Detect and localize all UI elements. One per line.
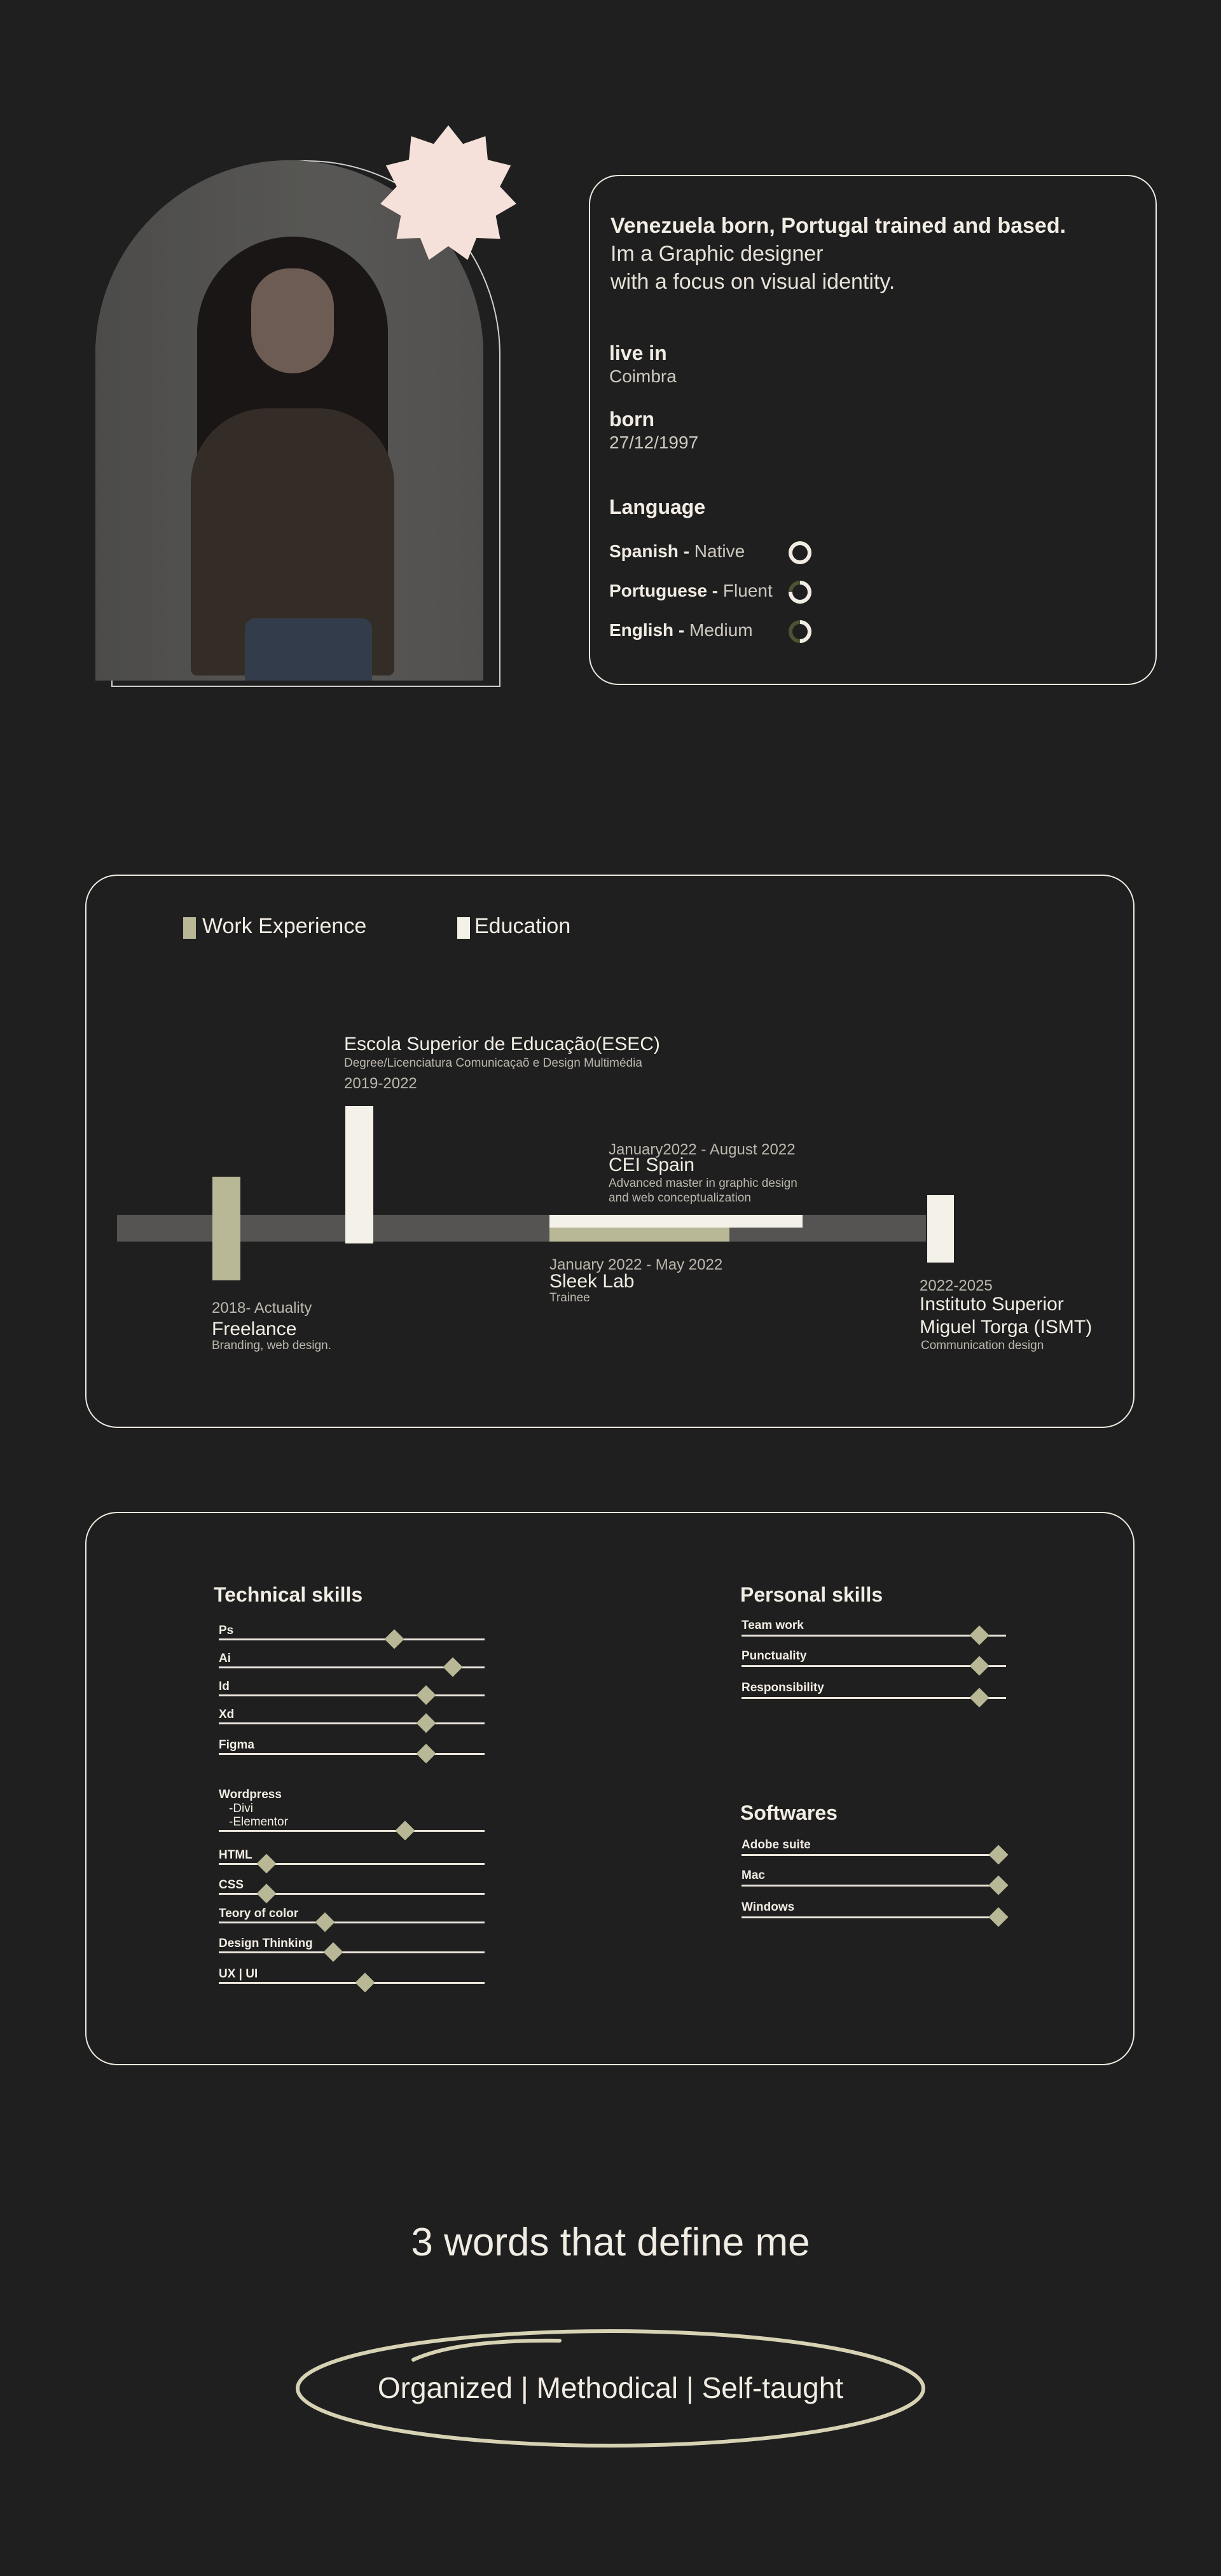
skill-label: Id bbox=[219, 1680, 230, 1693]
esec-date: 2019-2022 bbox=[344, 1075, 417, 1092]
work-legend-label: Work Experience bbox=[202, 914, 367, 938]
cei-title: CEI Spain bbox=[609, 1154, 695, 1175]
work-legend-swatch bbox=[183, 917, 196, 939]
skill-label: Team work bbox=[742, 1619, 804, 1632]
sleek-subtitle: Trainee bbox=[549, 1291, 590, 1305]
words-title: 3 words that define me bbox=[411, 2220, 810, 2264]
born-label: born bbox=[609, 408, 655, 431]
skill-label: Design Thinking bbox=[219, 1937, 313, 1950]
skill-sub-elementor: -Elementor bbox=[229, 1815, 288, 1829]
language-level: Native bbox=[694, 541, 745, 561]
skill-line bbox=[742, 1697, 1006, 1699]
skill-line bbox=[219, 1722, 485, 1724]
language-row-english bbox=[609, 620, 753, 641]
skill-label: Responsibility bbox=[742, 1681, 824, 1694]
skill-label: Punctuality bbox=[742, 1649, 807, 1663]
softwares-title: Softwares bbox=[740, 1801, 838, 1824]
live-in-label: live in bbox=[609, 342, 667, 364]
freelance-date: 2018- Actuality bbox=[212, 1299, 312, 1317]
skill-line bbox=[219, 1951, 485, 1953]
skill-label: UX | UI bbox=[219, 1967, 258, 1981]
esec-title: Escola Superior de Educação(ESEC) bbox=[344, 1034, 660, 1055]
language-row-spanish bbox=[609, 541, 745, 562]
technical-skills-title: Technical skills bbox=[214, 1583, 363, 1606]
skill-line bbox=[219, 1922, 485, 1923]
live-in-value: Coimbra bbox=[609, 366, 677, 386]
language-title: Language bbox=[609, 495, 706, 518]
skill-line bbox=[219, 1638, 485, 1640]
skill-label: Figma bbox=[219, 1738, 254, 1752]
skill-line bbox=[742, 1885, 1006, 1887]
skill-label: HTML bbox=[219, 1848, 252, 1862]
language-name: Spanish - bbox=[609, 541, 694, 561]
language-name: English - bbox=[609, 620, 689, 640]
intro-line-3: with a focus on visual identity. bbox=[610, 270, 895, 294]
skill-label: CSS bbox=[219, 1878, 244, 1892]
skill-label: Windows bbox=[742, 1901, 795, 1914]
skill-label: Teory of color bbox=[219, 1907, 299, 1920]
language-level: Fluent bbox=[722, 581, 773, 600]
ismt-title-2: Miguel Torga (ISMT) bbox=[920, 1317, 1093, 1338]
language-name: Portuguese - bbox=[609, 581, 723, 600]
born-value: 27/12/1997 bbox=[609, 433, 699, 452]
star-badge-icon bbox=[378, 124, 518, 264]
skill-label: Adobe suite bbox=[742, 1838, 811, 1852]
cei-bar bbox=[549, 1215, 803, 1228]
skill-label: Ai bbox=[219, 1652, 231, 1665]
skill-line bbox=[742, 1916, 1006, 1918]
esec-subtitle: Degree/Licenciatura Comunicaçaõ e Design Multimédia bbox=[344, 1056, 642, 1070]
education-legend-swatch bbox=[457, 917, 470, 939]
ismt-bar bbox=[927, 1195, 954, 1263]
education-legend-label: Education bbox=[474, 914, 571, 938]
language-ring-portuguese bbox=[787, 579, 813, 605]
esec-bar bbox=[345, 1106, 373, 1243]
skill-line bbox=[742, 1854, 1006, 1856]
ismt-date: 2022-2025 bbox=[920, 1277, 993, 1294]
skill-line bbox=[219, 1982, 485, 1984]
cei-subtitle-2: and web conceptualization bbox=[609, 1191, 751, 1205]
freelance-bar bbox=[212, 1177, 240, 1280]
freelance-title: Freelance bbox=[212, 1319, 297, 1340]
words-text: Organized | Methodical | Self-taught bbox=[377, 2371, 844, 2404]
sleek-title: Sleek Lab bbox=[549, 1271, 635, 1292]
language-ring-english bbox=[787, 619, 813, 644]
cei-date: January2022 - August 2022 bbox=[609, 1141, 796, 1158]
intro-text bbox=[610, 212, 1066, 296]
personal-skills-title: Personal skills bbox=[740, 1583, 883, 1606]
ismt-subtitle: Communication design bbox=[921, 1339, 1044, 1352]
skill-line bbox=[742, 1665, 1006, 1667]
intro-line-1: Venezuela born, Portugal trained and based. bbox=[610, 214, 1066, 238]
skill-line bbox=[219, 1694, 485, 1696]
skill-line bbox=[742, 1635, 1006, 1637]
language-ring-spanish bbox=[787, 540, 813, 565]
intro-line-2: Im a Graphic designer bbox=[610, 242, 824, 266]
skill-label: Ps bbox=[219, 1624, 234, 1637]
language-row-portuguese bbox=[609, 581, 773, 601]
freelance-subtitle: Branding, web design. bbox=[212, 1339, 332, 1352]
skill-label-wordpress: Wordpress bbox=[219, 1788, 282, 1801]
skill-sub-divi: -Divi bbox=[229, 1802, 253, 1815]
skill-label: Mac bbox=[742, 1869, 765, 1882]
ismt-title-1: Instituto Superior bbox=[920, 1294, 1064, 1315]
skill-label: Xd bbox=[219, 1708, 235, 1721]
skill-line-wordpress bbox=[219, 1830, 485, 1832]
sleek-bar bbox=[549, 1228, 729, 1242]
sleek-date: January 2022 - May 2022 bbox=[549, 1256, 723, 1273]
skill-line bbox=[219, 1753, 485, 1755]
cei-subtitle-1: Advanced master in graphic design bbox=[609, 1177, 797, 1190]
language-level: Medium bbox=[689, 620, 753, 640]
